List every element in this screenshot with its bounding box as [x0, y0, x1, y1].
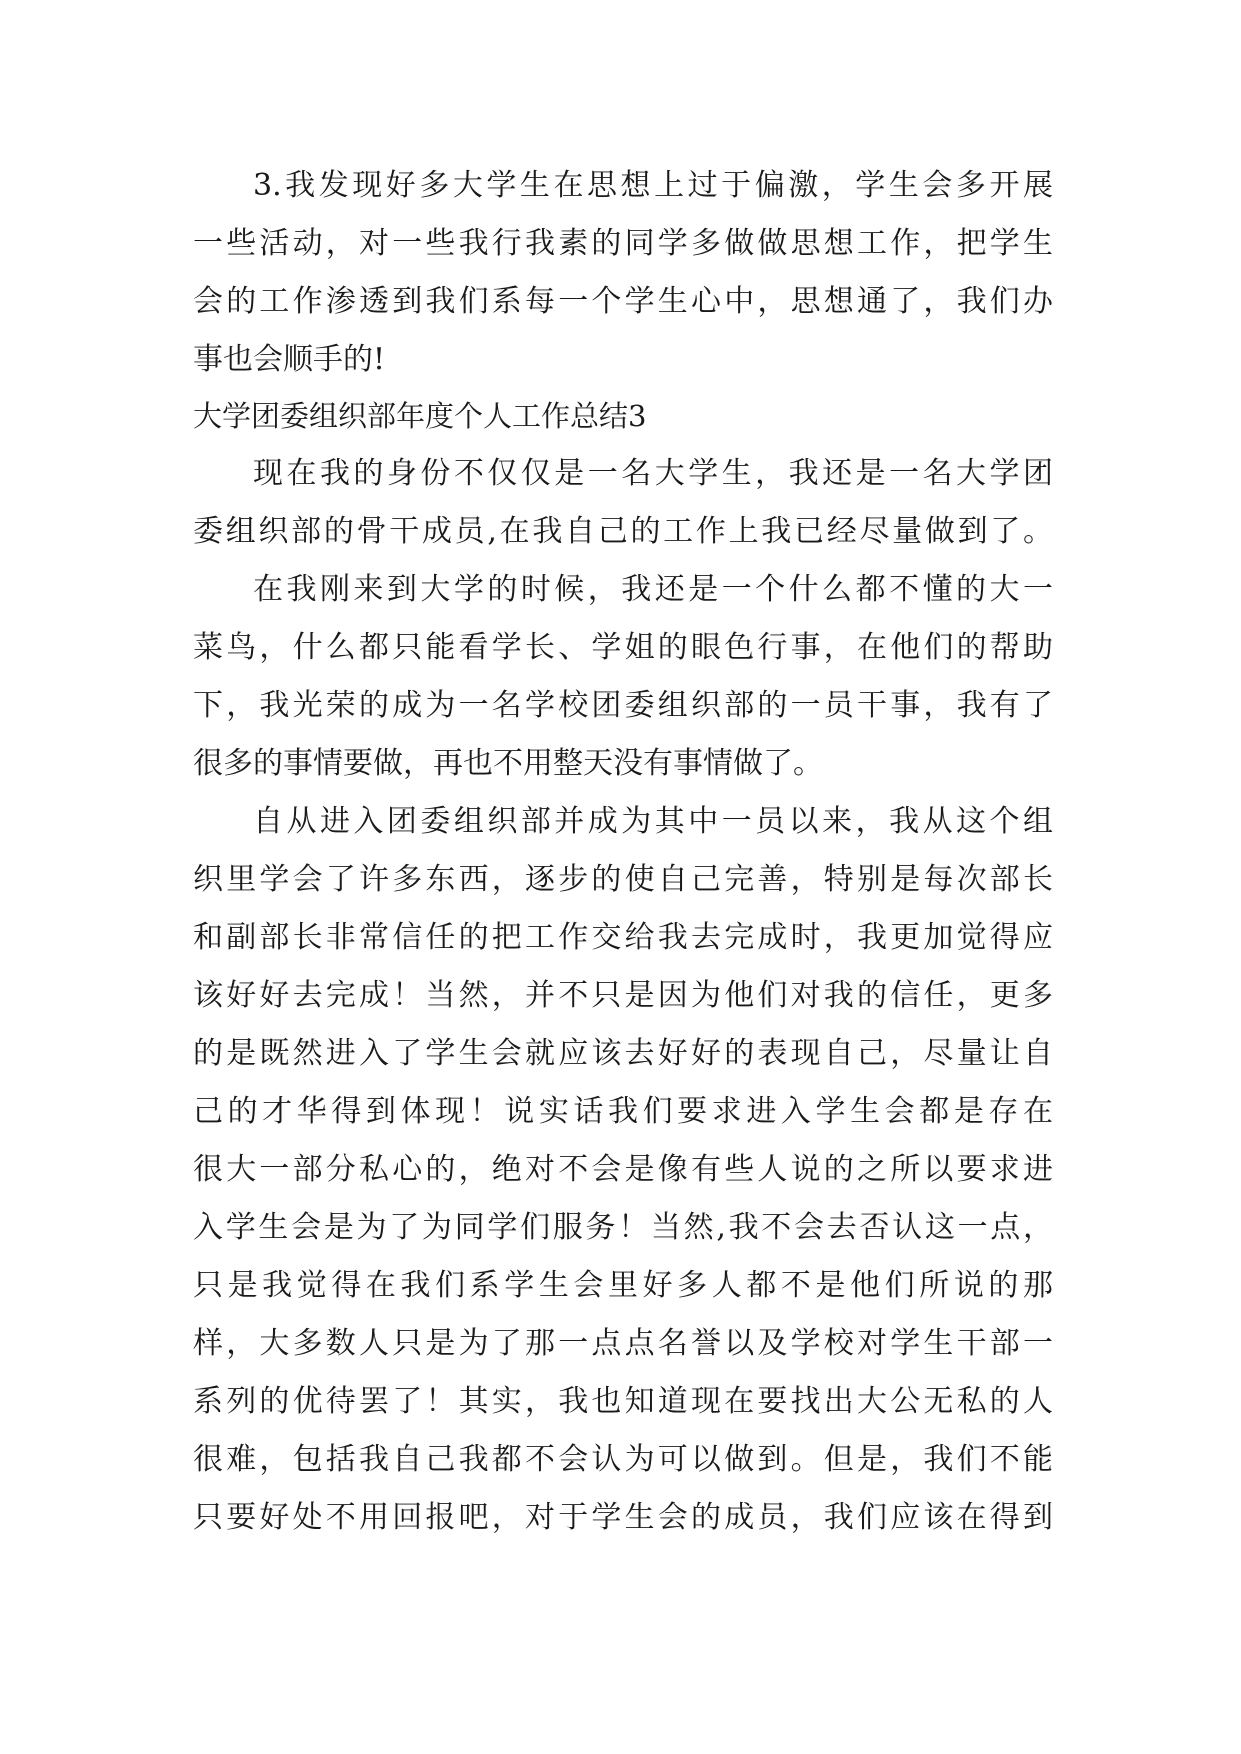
text-line: 很多的事情要做，再也不用整天没有事情做了。 — [193, 746, 823, 781]
text-line: 会的工作渗透到我们系每一个学生心中，思想通了，我们办 — [193, 284, 1053, 319]
text-line: 自从进入团委组织部并成为其中一员以来，我从这个组 — [253, 804, 1053, 839]
text-line: 在我刚来到大学的时候，我还是一个什么都不懂的大一 — [253, 572, 1053, 607]
text-line: 样，大多数人只是为了那一点点名誉以及学校对学生干部一 — [193, 1326, 1053, 1361]
text-line: 的是既然进入了学生会就应该去好好的表现自己，尽量让自 — [193, 1036, 1053, 1071]
text-line: 现在我的身份不仅仅是一名大学生，我还是一名大学团 — [253, 456, 1053, 491]
text-line: 下，我光荣的成为一名学校团委组织部的一员干事，我有了 — [193, 688, 1053, 723]
text-line: 事也会顺手的! — [193, 342, 386, 377]
text-line: 系列的优待罢了！其实，我也知道现在要找出大公无私的人 — [193, 1384, 1053, 1419]
text-line: 织里学会了许多东西，逐步的使自己完善，特别是每次部长 — [193, 862, 1053, 897]
text-line: 己的才华得到体现！说实话我们要求进入学生会都是存在 — [193, 1094, 1053, 1129]
text-line: 和副部长非常信任的把工作交给我去完成时，我更加觉得应 — [193, 920, 1053, 955]
text-line: 该好好去完成！当然，并不只是因为他们对我的信任，更多 — [193, 978, 1053, 1013]
text-line: 只是我觉得在我们系学生会里好多人都不是他们所说的那 — [193, 1268, 1053, 1303]
text-line: 委组织部的骨干成员,在我自己的工作上我已经尽量做到了。 — [193, 514, 1053, 549]
text-line: 一些活动，对一些我行我素的同学多做做思想工作，把学生 — [193, 226, 1053, 261]
section-heading: 大学团委组织部年度个人工作总结3 — [193, 399, 647, 433]
text-line: 很难，包括我自己我都不会认为可以做到。但是，我们不能 — [193, 1442, 1053, 1477]
text-line: 入学生会是为了为同学们服务！当然,我不会去否认这一点， — [193, 1210, 1053, 1245]
text-line: 3.我发现好多大学生在思想上过于偏激，学生会多开展 — [253, 168, 1053, 203]
text-line: 只要好处不用回报吧，对于学生会的成员，我们应该在得到 — [193, 1500, 1053, 1535]
text-line: 菜鸟，什么都只能看学长、学姐的眼色行事，在他们的帮助 — [193, 630, 1053, 665]
text-line: 很大一部分私心的，绝对不会是像有些人说的之所以要求进 — [193, 1152, 1053, 1187]
